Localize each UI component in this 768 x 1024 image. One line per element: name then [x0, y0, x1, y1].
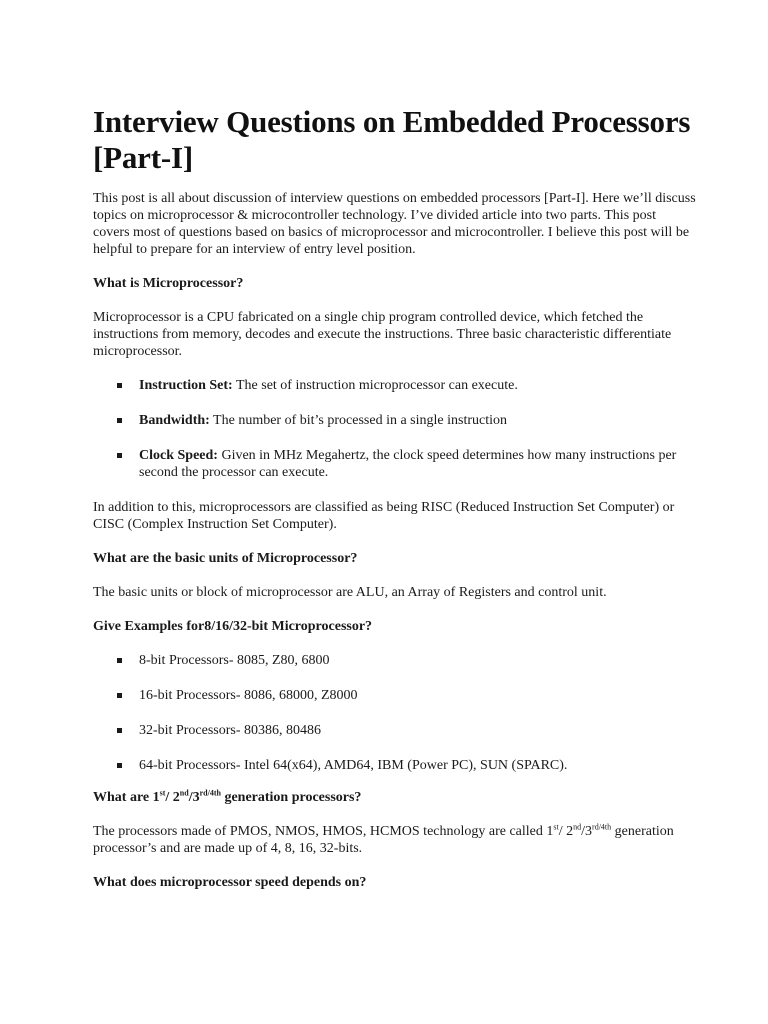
examples-list: [93, 652, 696, 774]
answer-what-is-microprocessor: Microprocessor is a CPU fabricated on a single chip program controlled device, which fetched the instructions from memory, decodes and execute the instructions. Three basic characteristic differentiate microprocessor.: [93, 310, 672, 359]
square-bullet-icon: [117, 383, 122, 388]
answer-basic-units: The basic units or block of microprocessor are ALU, an Array of Registers and control unit.: [93, 585, 607, 600]
list-item: [93, 412, 696, 429]
item-text: 32-bit Processors- 80386, 80486: [139, 723, 321, 738]
intro-paragraph: This post is all about discussion of interview questions on embedded processors [Part-I]. Here we’ll discuss topics on microprocessor & microcontroller technology. I’ve divided article into two parts. This post covers most of questions based on basics of microprocessor and microcontroller. I believe this post will be helpful to prepare for an interview of entry level position.: [93, 191, 696, 257]
item-label: Bandwidth:: [139, 413, 210, 428]
item-label: Clock Speed:: [139, 448, 218, 463]
item-text: 64-bit Processors- Intel 64(x64), AMD64, IBM (Power PC), SUN (SPARC).: [139, 758, 568, 773]
square-bullet-icon: [117, 763, 122, 768]
item-text: Given in MHz Megahertz, the clock speed determines how many instructions per second the processor can execute.: [139, 448, 677, 480]
question-what-is-microprocessor: What is Microprocessor?: [93, 276, 244, 291]
item-text: The number of bit’s processed in a single instruction: [209, 413, 507, 428]
question-speed: What does microprocessor speed depends on?: [93, 875, 367, 890]
square-bullet-icon: [117, 693, 122, 698]
list-item: [93, 687, 696, 704]
square-bullet-icon: [117, 453, 122, 458]
list-item: [93, 377, 696, 394]
item-text: The set of instruction microprocessor can execute.: [232, 378, 518, 393]
answer-generations: The processors made of PMOS, NMOS, HMOS, HCMOS technology are called 1st/ $2nd/3^{rd/4th}$ generation processor’s and are made up of 4, 8, 16, 32-bits.: [93, 822, 674, 856]
square-bullet-icon: [117, 418, 122, 423]
risc-cisc-paragraph: In addition to this, microprocessors are classified as being RISC (Reduced Instruction Set Computer) or CISC (Complex Instruction Set Computer).: [93, 500, 675, 532]
question-generations: What are 1st/ $2nd/3^{rd/4th}$ generation processors?: [93, 788, 362, 805]
list-item: [93, 447, 696, 481]
list-item: [93, 652, 696, 669]
item-text: 16-bit Processors- 8086, 68000, Z8000: [139, 688, 358, 703]
list-item: [93, 722, 696, 739]
item-text: 8-bit Processors- 8085, Z80, 6800: [139, 653, 330, 668]
question-basic-units: What are the basic units of Microprocessor?: [93, 551, 358, 566]
question-examples: Give Examples for8/16/32-bit Microprocessor?: [93, 619, 373, 634]
list-item: [93, 757, 696, 774]
square-bullet-icon: [117, 658, 122, 663]
article-title: Interview Questions on Embedded Processors [Part-I]: [93, 104, 691, 175]
square-bullet-icon: [117, 728, 122, 733]
characteristics-list: [93, 377, 696, 481]
item-label: Instruction Set:: [139, 378, 233, 393]
